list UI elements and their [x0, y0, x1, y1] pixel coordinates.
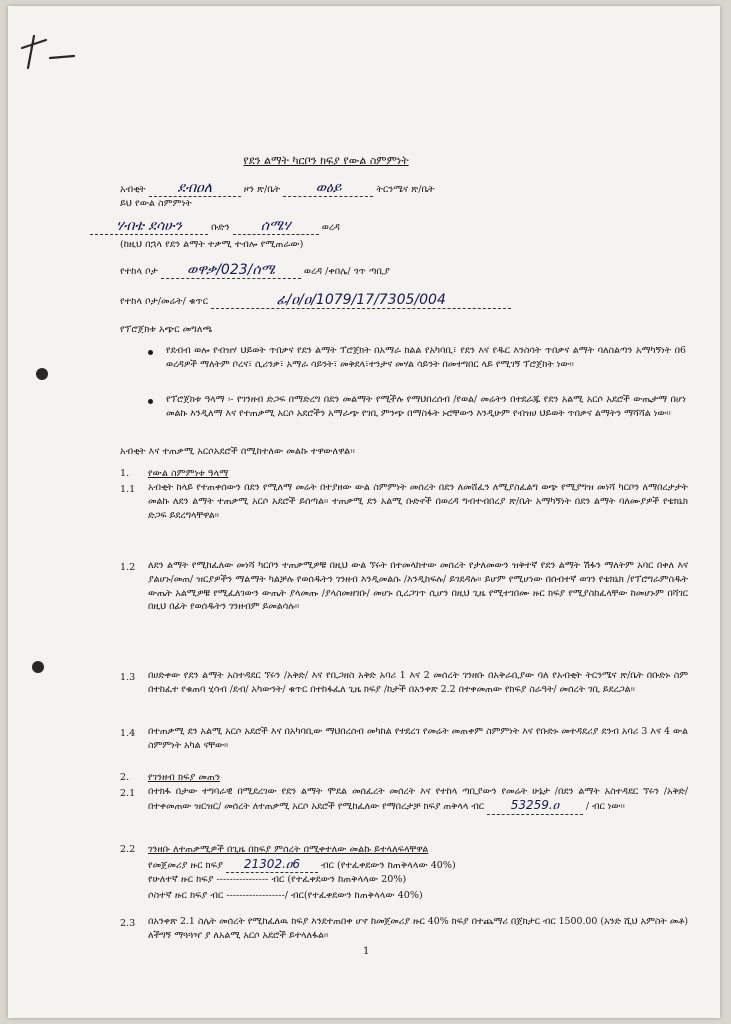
party-a-label: አብቂት: [120, 184, 146, 195]
payment-row-3-note: ብር(የተፈቀደውን ከጠቅላላው 40%): [291, 890, 423, 901]
item-2-1-text-after: / ብር ነው፡፡: [585, 800, 625, 812]
item-2-2-number: 2.2: [120, 844, 136, 855]
bullet-dot-1: [148, 350, 153, 355]
project-label: የፕሮጀክቱ አጭር መግለጫ: [120, 324, 213, 335]
payment-row-3: [148, 890, 423, 902]
item-2-1-number: 2.1: [120, 788, 136, 799]
item-1-2-text: ለደን ልማት የሚከፈለው መነሻ ካርቦን ተጠቃሚዎቹ በዚህ ውል ኘሩት በተመላከተው መሰረት የታለመውን ዝቅተኛ የደን ልማት ሽፋን ማለትም አባር በቀለ እና ያልሆኑ/መጠ/ ዝርያዎችን ማልማት ካልቻሉ የወሰዱትን ገንዘብ እንዲመልሱ /እንዲከፍሉ/ ይገደዳሉ፡፡ ይሆም የሚሆነው በሰብተኛ ወገን የቴክኒክ /የፕሮግራምስዱት ውጤት አልሚዎቹ የሚፈለገውን ውጤት ያላመጡ /ያላስመዘገቡ/ መሆኑ ሲረጋገጥ ሲሆን በዚህ ጊዜ የሚተገበሙ ዙር ክፍያ የሚያስከፈላቸው ከመሆኑም በሻገር በዚህ በፊት የወሰዱትን ገንዘብም ይመልሳሉ፡፡: [148, 560, 688, 613]
item-2-3-number: 2.3: [120, 918, 136, 929]
party-a-tail: ትርንሜና ጽ/ቤት: [376, 184, 435, 195]
payment-row-1-label: የመጀመሪያ ዙር ክፍያ: [148, 860, 223, 871]
party-a-id-label: ዞን ጽ/ቤት: [243, 184, 281, 195]
party-b-zone-value: ሰሜሃ: [260, 218, 291, 234]
page-number: 1: [363, 946, 370, 957]
payment-row-3-amount: ------------------/: [226, 890, 288, 901]
punch-hole-top: [36, 368, 48, 380]
contract-label: ይህ የውል ስምምነት: [120, 198, 192, 209]
item-1-4-number: 1.4: [120, 728, 136, 739]
item-2-1-text-before: በተክፋ በታው ተግባራዊ በሚደረገው የደን ልማት ሞደል መሰፈረት መሰረት እና የተከላ ጣቢያውን የመሬት ሁኔታ /በደን ልማት አስተዳደር ኘሩን /አቅድ/ በተቀመጠው ዝርዝር/ መሰረት ለተጠቃሚ አርሶ አደሮች የሚከፈለው የማበረታቻ ክፍያ ጠቅላላ ብር: [148, 786, 688, 812]
section1-number: 1.: [120, 468, 130, 479]
party-a-value: ደብዐለ: [177, 180, 212, 196]
item-1-4-text: በተጠቃሚ ደን አልሚ አርሶ አደሮች እና በአካባቢው ማህበረሰብ መካከል የተደረገ የመሬት መጠቀም ስምምነት እና የቡድኑ መተዳደሪያ ደንብ አባሪ 3 እና 4 ውል ስምምነት አካል ናቸው፡፡: [148, 726, 688, 751]
section2-heading: የገንዘብ ክፍያ መጠን: [148, 772, 221, 783]
payment-row-2-amount: ----------------: [216, 874, 269, 885]
payment-row-2-note: ብር (የተፈቀደውን ከጠቅላላው 20%): [271, 874, 407, 885]
item-2-3-text: በአንቀጽ 2.1 ስሌት መሰረት የሚከፈለዉ ክፍያ እንደተጠበቀ ሆኖ ከመጀመሪያ ዙር 40% ክፍያ በተጨማሪ በጀክታር ብር 1500.00 (አንድ ሺህ አምስት መቶ) ለችግኝ ማጓጓዣ ያ ለአልሚ አርሶ አደሮች ይተላለፋል፡፡: [148, 916, 688, 941]
payment-row-1: [148, 858, 456, 873]
plot-label: የተከላ ቦታ/መሬት/ ቁጥር: [120, 296, 209, 307]
party-b-zone-label: ቡድን: [211, 222, 230, 233]
item-2-2-intro: ገንዘቡ ለተጠቃሚዎች በጊዜ በክፍያ ምሰረት በሚቀተለው መልኩ ይተላለፍላቸዋል: [148, 844, 429, 855]
agreement-intro: አብቂት እና ተጠቃሚ አርሶአደሮች በሚከተለው መልኩ ተዋውለዋል፡፡: [120, 446, 355, 457]
punch-hole-bottom: [32, 661, 44, 673]
item-1-3-text: በሀድቀው የደን ልማት አስተዳደር ኘሩን /አቅድ/ እና የቢጋዘስ አቅድ አባሪ 1 እና 2 መሰረት ገንዘቡ በአቅራቢያው ባለ የአብቂት ትርንሜና ጽ/ቤት በቡድኑ ስም በተከፈተ የቁጠባ ሂሳብ /ደብ/ አካውንት/ ቁጥር በተከፋፈለ ጊዜ ክፍያ /ከታች በአንቀጽ 2.2 በተቀመጠው የክፍያ ስራዓት/ መሰረት ገቢ ይደረጋል፡፡: [148, 670, 688, 695]
item-1-3-number: 1.3: [120, 672, 136, 683]
plot-line: [120, 294, 511, 309]
handwritten-corner-mark: [16, 26, 76, 76]
item-2-1-amount: 53259.ዐ: [510, 797, 560, 812]
bullet-text-1: የደብብ ወሎ የብዝሃ ህይወት ጥበቃና የደን ልማት ፕሮጀክት በአማራ ክልል የአካባቢ፣ የደን እና የዱር እንስሳት ጥበቃና ልማት ባለስልጣን አማካኝነት በ6 ወረዳዎች ማለትም ቦረና፣ ሲሪንቃ፣ አማራ ሳይንት፣ መቅደላ፣ተንታና መሃል ሳይንት በመተግበር ላይ የሚገኝ ፕሮጀክት ነው፡፡: [166, 345, 686, 370]
item-1-2-number: 1.2: [120, 562, 136, 573]
party-b-woreda-label: ወረዳ: [321, 222, 340, 233]
document-title: የደን ልማት ካርቦን ክፍያ የውል ስምምነት: [243, 154, 409, 167]
payment-row-1-note: ብር (የተፈቀደውን ከጠቅላላው 40%): [321, 860, 456, 871]
payment-row-1-amount: 21302.ዐ6: [243, 857, 300, 871]
party-b-value: ሃብቴ ደሳሁን: [116, 218, 182, 234]
location-line: [120, 264, 390, 279]
item-1-1-text: አብቂት ከላይ የተጠቀሰውን በደን የሚለማ መሬት በተያዘው ውል ስምምነት መሰረት በደን ለመሸፈን ለሚያስፈልግ ወጭ የሚያግዝ መነሻ ካርቦን ለማበረታታት መልኩ ለደን ልማት ተጠቃሚ አርሶ አደሮች ይሰጣል፡፡ ተጠቃሚ ደን አልሚ ቡድኖች በወረዳ ግብተብበረያ ጽ/ቤት አማካኝነት በደን ልማት ባለሙያዎች የቴክኒክ ድጋፍ ይደረግላቸዋል፡፡: [148, 482, 688, 521]
section1-heading: የውል ስምምነቱ ዓላማ: [148, 468, 229, 479]
item-1-1-number: 1.1: [120, 484, 136, 495]
payment-row-3-label: ሶስተኛ ዙር ክፍያ ብር: [148, 890, 224, 901]
location-value: ወዋቃ/023/ሰሜ: [186, 262, 275, 278]
payment-row-2-label: የሁለተኛ ዙር ክፍያ: [148, 874, 214, 885]
party-a-id-value: ወዕይ: [315, 180, 342, 196]
party-a-line: [120, 182, 435, 197]
section2-number: 2.: [120, 772, 130, 783]
plot-value: ፊ/ዐ/ዐ/1079/17/7305/004: [276, 292, 446, 308]
location-label: የተከላ ቦታ: [120, 266, 158, 277]
location-suffix: ወረዳ /ቀበሌ/ ጎጥ ጣቢያ: [303, 266, 390, 277]
bullet-dot-2: [148, 399, 153, 404]
party-b-note: (ከዚህ በኋላ የደን ልማት ተቃሚ ተብሎ የሚጠራው): [120, 239, 304, 250]
party-b-line: [90, 220, 340, 235]
bullet-text-2: የፕሮጀክቱ ዓላማ ፡- የገንዘብ ድጋፍ በማድረግ በደን መልማት የሚችሉ የማህበረሰብ /የወል/ መሬትን በተደራጁ የደን አልሚ አርሶ አደሮች ውጤታማ በሆነ መልኩ እንዲለማ እና የተጠቃሚ አርሶ አደሮችን አማራጭ የገቢ ምንጭ በማስፋት ኑሮቸውን እንዲሁም የብዝሀ ህይወት ጥበቃና ልማትን ማሻሻል ነው፡፡: [166, 394, 686, 419]
document-page: [8, 6, 720, 1018]
payment-row-2: [148, 874, 406, 886]
item-2-1-text: [148, 785, 688, 815]
